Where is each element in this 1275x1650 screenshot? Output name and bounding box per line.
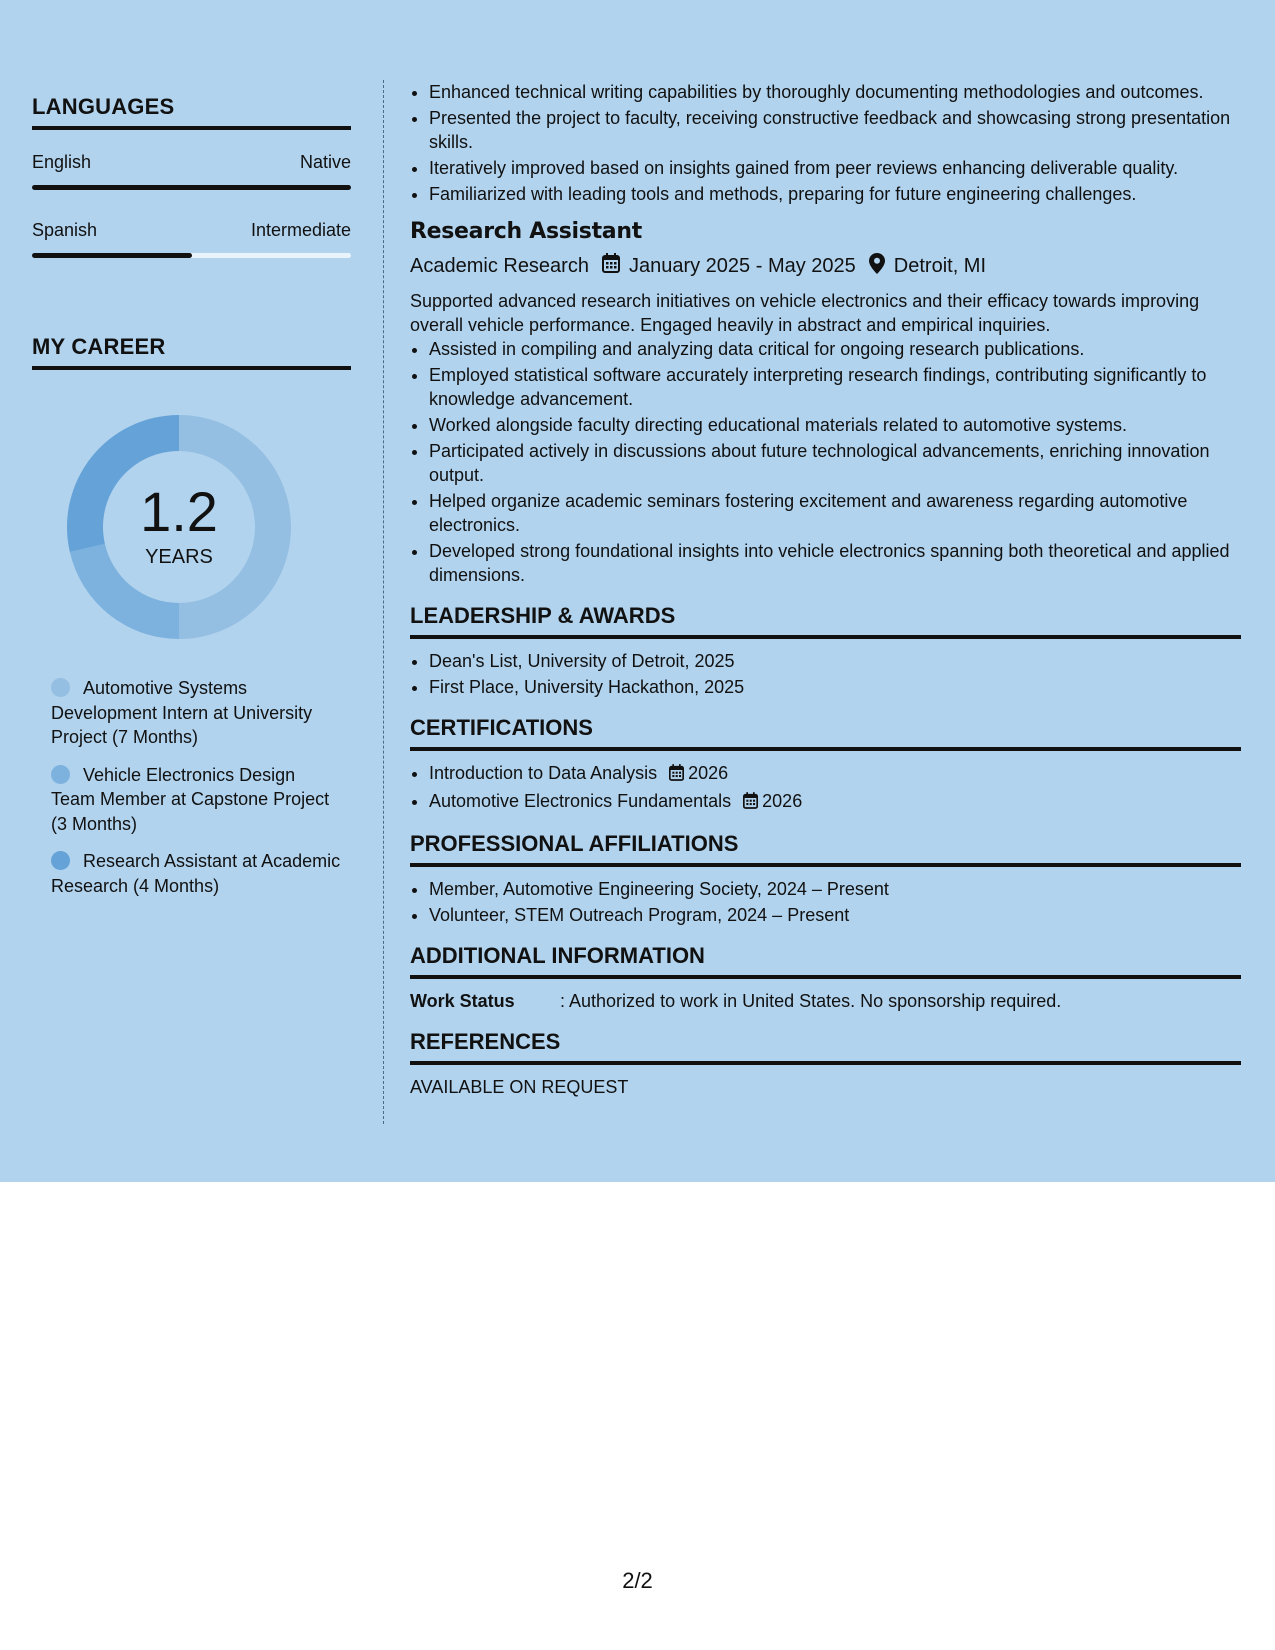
career-donut-chart <box>66 414 292 640</box>
language-level: Native <box>299 152 351 172</box>
previous-job-bullets <box>410 80 1241 206</box>
bullet-item: • Dean's List, University of Detroit, 2025 <box>429 649 1241 673</box>
certification-name: Introduction to Data Analysis <box>429 763 658 783</box>
job-bullets <box>410 337 1241 587</box>
job-title: Research Assistant <box>410 219 642 244</box>
bullet-item: • First Place, University Hackathon, 2025 <box>429 675 1241 699</box>
leadership-heading: LEADERSHIP & AWARDS <box>410 603 1241 639</box>
certifications-list <box>410 761 1241 815</box>
languages-heading: LANGUAGES <box>32 94 351 130</box>
career-legend-label: Vehicle Electronics Design Team Member at Capstone Project (3 Months) <box>51 764 330 834</box>
certification-year: 2026 <box>762 791 803 811</box>
references-text: AVAILABLE ON REQUEST <box>410 1077 629 1097</box>
bullet-item: • Volunteer, STEM Outreach Program, 2024 – Present <box>429 903 1241 927</box>
career-legend <box>51 676 341 898</box>
bullet-item: • Employed statistical software accurately interpreting research findings, contributing significantly to knowledge advancement. <box>429 363 1241 411</box>
column-divider <box>383 80 384 1124</box>
page-number: 2/2 <box>622 1568 653 1593</box>
right-column <box>410 80 1241 1099</box>
leadership-list <box>410 649 1241 699</box>
career-heading: MY CAREER <box>32 334 351 370</box>
certification-year: 2026 <box>688 763 729 783</box>
legend-dot-icon <box>51 851 70 870</box>
certification-item <box>429 789 1241 815</box>
bullet-item: • Member, Automotive Engineering Society, 2024 – Present <box>429 877 1241 901</box>
calendar-icon <box>602 253 620 279</box>
map-pin-icon <box>869 253 885 280</box>
job-dates: January 2025 - May 2025 <box>628 254 856 277</box>
language-bar-fill <box>32 253 192 258</box>
career-legend-label: Automotive Systems Development Intern at University Project (7 Months) <box>51 678 313 747</box>
language-item-english <box>32 152 351 190</box>
certification-item <box>429 761 1241 787</box>
bullet-item: • Familiarized with leading tools and methods, preparing for future engineering challenges. <box>429 182 1241 206</box>
bullet-item: • Developed strong foundational insights into vehicle electronics spanning both theoretical and applied dimensions. <box>429 539 1241 587</box>
job-summary: Supported advanced research initiatives on vehicle electronics and their efficacy towards improving overall vehicle performance. Engaged heavily in abstract and empirical inquiries. <box>410 291 1200 335</box>
language-bar <box>32 253 351 258</box>
career-legend-item <box>51 763 341 837</box>
career-legend-label: Research Assistant at Academic Research (4 Months) <box>51 851 341 896</box>
bullet-item: • Assisted in compiling and analyzing data critical for ongoing research publications. <box>429 337 1241 361</box>
language-bar <box>32 185 351 190</box>
job-meta <box>410 252 1241 280</box>
job-organization: Academic Research <box>410 254 589 277</box>
bullet-item: • Helped organize academic seminars fostering excitement and awareness regarding automotive electronics. <box>429 489 1241 537</box>
career-legend-item <box>51 676 341 750</box>
affiliations-list <box>410 877 1241 927</box>
legend-dot-icon <box>51 678 70 697</box>
career-total-value: 1.2 <box>140 480 218 543</box>
language-name: English <box>32 152 92 172</box>
certification-name: Automotive Electronics Fundamentals <box>429 791 732 811</box>
affiliations-heading: PROFESSIONAL AFFILIATIONS <box>410 831 1241 867</box>
additional-info-heading: ADDITIONAL INFORMATION <box>410 943 1241 979</box>
bullet-item: • Presented the project to faculty, receiving constructive feedback and showcasing strong presentation skills. <box>429 106 1241 154</box>
career-legend-item <box>51 849 341 898</box>
calendar-icon <box>743 791 758 815</box>
legend-dot-icon <box>51 765 70 784</box>
left-column <box>32 94 351 911</box>
language-level: Intermediate <box>250 220 351 240</box>
career-total-unit: YEARS <box>145 546 213 568</box>
language-name: Spanish <box>32 220 98 240</box>
bullet-item: • Iteratively improved based on insights gained from peer reviews enhancing deliverable quality. <box>429 156 1241 180</box>
calendar-icon <box>669 763 684 787</box>
work-status-value: : Authorized to work in United States. No sponsorship required. <box>560 991 1062 1011</box>
work-status-row <box>410 989 1241 1013</box>
work-status-label: Work Status <box>410 991 515 1011</box>
job-location: Detroit, MI <box>893 254 987 277</box>
certifications-heading: CERTIFICATIONS <box>410 715 1241 751</box>
references-heading: REFERENCES <box>410 1029 1241 1065</box>
bullet-item: • Participated actively in discussions about future technological advancements, enriching innovation output. <box>429 439 1241 487</box>
bullet-item: • Worked alongside faculty directing educational materials related to automotive systems. <box>429 413 1241 437</box>
bullet-item: • Enhanced technical writing capabilities by thoroughly documenting methodologies and outcomes. <box>429 80 1241 104</box>
language-item-spanish <box>32 220 351 258</box>
language-bar-fill <box>32 185 351 190</box>
